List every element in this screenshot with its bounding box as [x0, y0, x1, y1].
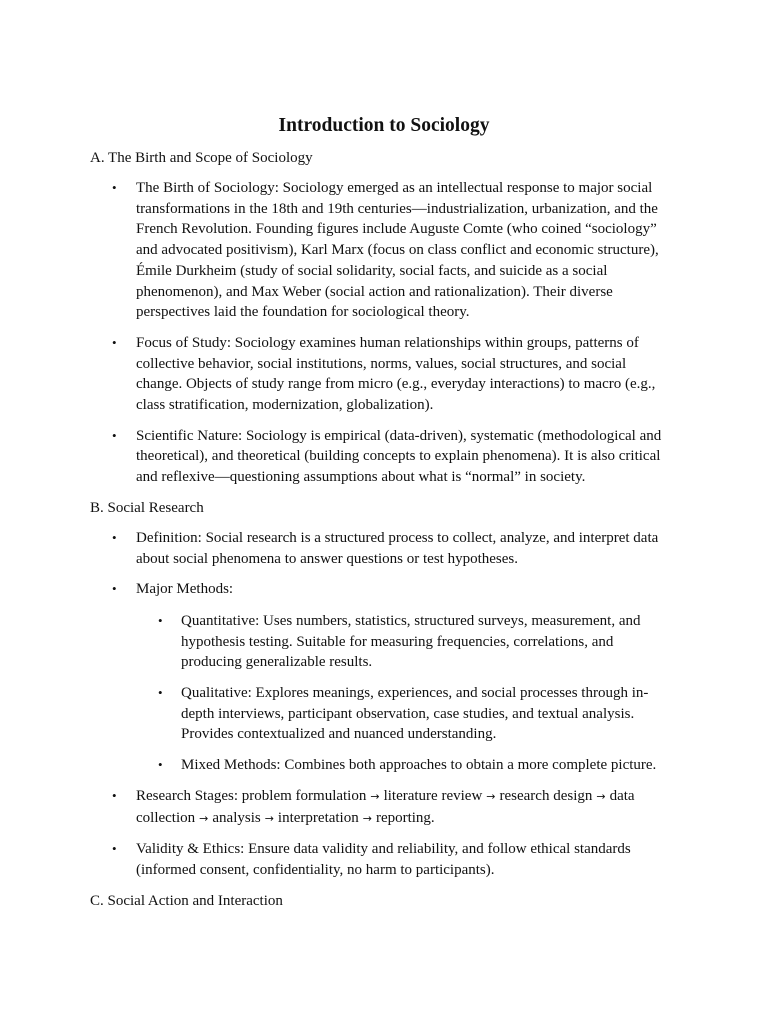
stage-step: literature review [383, 787, 483, 804]
list-item [112, 333, 664, 416]
document-title: Introduction to Sociology [278, 115, 490, 136]
arrow-right-icon: → [486, 789, 496, 803]
arrow-right-icon: → [370, 789, 380, 803]
stage-step: data collection [136, 787, 635, 826]
bullet-icon: • [112, 180, 117, 195]
list-item [112, 579, 664, 776]
bullet-icon: • [158, 612, 163, 628]
arrow-right-icon: → [596, 789, 606, 803]
method-mixed-text: Mixed Methods: Combines both approaches to obtain a more complete picture. [181, 757, 657, 774]
bullet-icon: • [158, 757, 163, 773]
stages-label: Research Stages: problem formulation [136, 787, 367, 804]
section-heading-c: C. Social Action and Interaction [90, 892, 283, 909]
list-item [158, 755, 664, 776]
list-item [112, 786, 664, 829]
stage-step: research design [499, 787, 593, 804]
stage-step: reporting. [375, 809, 435, 826]
arrow-right-icon: → [362, 811, 372, 825]
bullet-icon: • [158, 685, 163, 701]
list-item [112, 426, 664, 488]
methods-label: Major Methods: [136, 581, 234, 598]
list-item [158, 611, 664, 673]
list-item [158, 683, 664, 745]
validity-text: Validity & Ethics: Ensure data validity and reliability, and follow ethical standards (informed consent, confidentiality, no harm to participants). [136, 841, 631, 878]
methods-list [136, 611, 664, 776]
list-item-text: The Birth of Sociology: Sociology emerged as an intellectual response to major social transformations in the 18th and 19th centuries—industrialization, urbanization, and the French Revolution. Founding figures include Auguste Comte (who coined “sociology” and advocated positivism), Karl Marx (focus on class conflict and economic structure), Émile Durkheim (study of social solidarity, social facts, and suicide as a social phenomenon), and Max Weber (social action and rationalization). Their diverse perspectives laid the foundation for sociological theory. [136, 180, 659, 321]
bullet-icon: • [112, 529, 117, 545]
arrow-right-icon: → [199, 811, 209, 825]
stage-step: interpretation [277, 809, 359, 826]
list-item [112, 178, 664, 323]
bullet-icon: • [112, 787, 117, 803]
bullet-icon: • [112, 841, 117, 857]
section-heading-a: A. The Birth and Scope of Sociology [90, 150, 313, 166]
section-a-list [90, 178, 664, 488]
list-item-text: Focus of Study: Sociology examines human relationships within groups, patterns of collective behavior, social institutions, norms, values, social structures, and social change. Objects of study range from micro (e.g., everyday interactions) to macro (e.g., class stratification, modernization, globalization). [136, 334, 656, 414]
arrow-right-icon: → [264, 811, 274, 825]
list-item-text: Scientific Nature: Sociology is empirical (data-driven), systematic (methodological and theoretical), and theoretical (building concepts to explain phenomena). It is also critical and reflexive—questioning assumptions about what is “normal” in society. [136, 427, 662, 486]
method-qualitative-text: Qualitative: Explores meanings, experiences, and social processes through in-depth interviews, participant observation, case studies, and textual analysis. Provides contextualized and nuanced understanding. [181, 685, 649, 743]
list-item [112, 839, 664, 880]
method-quantitative-text: Quantitative: Uses numbers, statistics, structured surveys, measurement, and hypothesis testing. Suitable for measuring frequencies, correlations, and producing generalizable results. [181, 612, 641, 671]
bullet-icon: • [112, 427, 117, 443]
list-item [112, 528, 664, 569]
bullet-icon: • [112, 334, 117, 350]
definition-text: Definition: Social research is a structured process to collect, analyze, and interpret data about social phenomena to answer questions or test hypotheses. [136, 529, 659, 567]
stage-step: analysis [212, 809, 261, 826]
bullet-icon: • [112, 581, 117, 597]
section-b-list [90, 528, 664, 881]
section-heading-b: B. Social Research [90, 499, 204, 516]
